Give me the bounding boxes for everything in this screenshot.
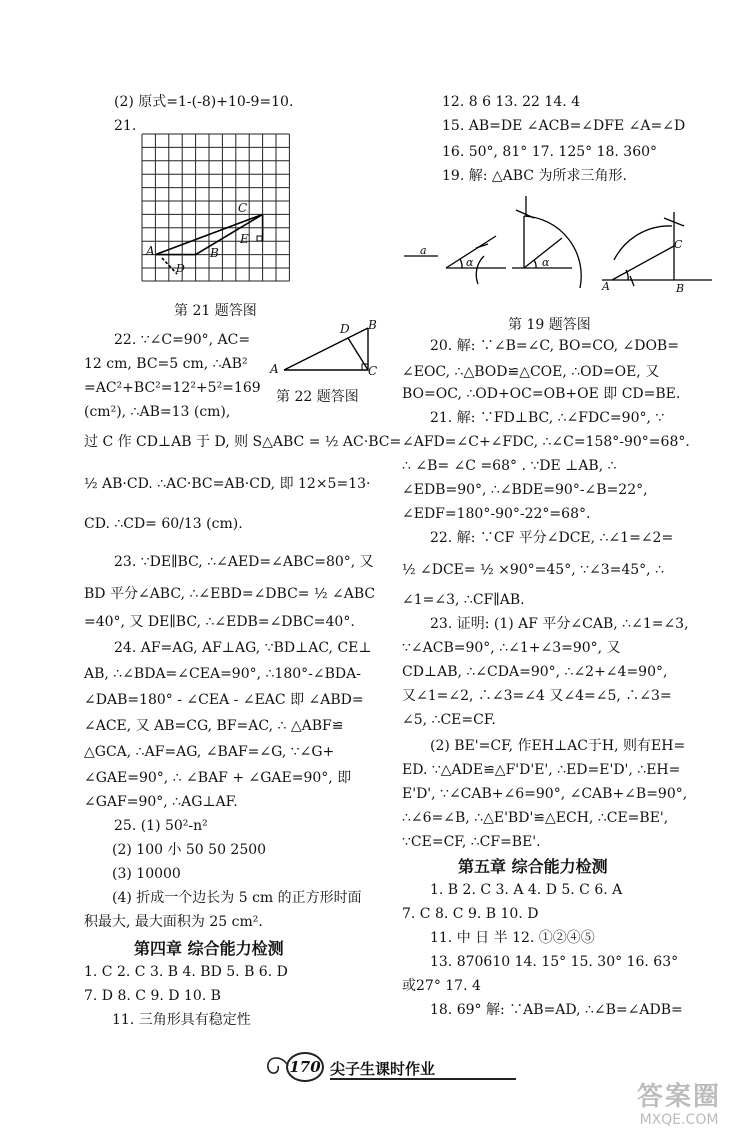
fig19-label-C: C xyxy=(674,238,683,251)
answer-line: 13. 870610 14. 15° 15. 30° 16. 63° xyxy=(430,954,679,970)
fig22-label-d: D xyxy=(340,322,350,336)
answer-line: 或27° 17. 4 xyxy=(402,978,481,994)
fig21-label-c: C xyxy=(238,201,248,215)
chapter-4-heading: 第四章 综合能力检测 xyxy=(134,939,284,958)
answer-line: 12 cm, BC=5 cm, ∴AB² xyxy=(84,356,248,372)
fig21-label-b: B xyxy=(210,246,219,260)
answer-line: =40°, 又 DE∥BC, ∴∠EDB=∠DBC=40°. xyxy=(84,614,355,630)
answer-line: 18. 69° 解: ∵AB=AD, ∴∠B=∠ADB= xyxy=(430,1002,683,1018)
answer-line: 积最大, 最大面积为 25 cm². xyxy=(84,914,263,930)
fig19-label-alpha: α xyxy=(466,256,474,269)
answer-line: ∠DAB=180° - ∠CEA - ∠EAC 即 ∠ABD= xyxy=(84,692,364,708)
answer-line: (2) 原式=1-(-8)+10-9=10. xyxy=(114,94,294,110)
answer-line: △GCA, ∴AF=AG, ∠BAF=∠G, ∵∠G+ xyxy=(84,744,335,760)
fig21-label-d: D xyxy=(176,262,185,275)
answer-line: AB, ∴∠BDA=∠CEA=90°, ∴180°-∠BDA- xyxy=(84,666,361,682)
answer-line: (3) 10000 xyxy=(112,866,181,882)
fig19-label-alpha: α xyxy=(542,256,550,269)
answer-line: BO=OC, ∴OD+OC=OB+OE 即 CD=BE. xyxy=(402,386,681,402)
fig22-label-a: A xyxy=(270,362,279,376)
figure-19-caption: 第 19 题答图 xyxy=(508,317,591,333)
answer-line: 11. 三角形具有稳定性 xyxy=(112,1012,251,1028)
chapter-5-heading: 第五章 综合能力检测 xyxy=(458,857,608,876)
watermark-url: MXQE.COM xyxy=(639,1112,719,1128)
answer-line: 1. B 2. C 3. A 4. D 5. C 6. A xyxy=(430,882,623,898)
figure-22-caption: 第 22 题答图 xyxy=(276,389,359,405)
answer-line: 12. 8 6 13. 22 14. 4 xyxy=(442,94,581,110)
answer-line: (2) 100 小 50 50 2500 xyxy=(112,842,267,858)
fig19-label-a: a xyxy=(420,244,427,257)
answer-line: ∠GAF=90°, ∴AG⊥AF. xyxy=(84,794,238,810)
answer-line: 22. 解: ∵CF 平分∠DCE, ∴∠1=∠2= xyxy=(430,530,674,546)
answer-line: ½ ∠DCE= ½ ×90°=45°, ∵∠3=45°, ∴ xyxy=(402,562,664,578)
answer-line: ∠ACE, 又 AB=CG, BF=AC, ∴ △ABF≌ xyxy=(84,718,344,734)
answer-line: 21. 解: ∵FD⊥BC, ∴∠FDC=90°, ∵ xyxy=(430,410,665,426)
answer-line: 23. ∵DE∥BC, ∴∠AED=∠ABC=80°, 又 xyxy=(114,554,374,570)
answer-line: ∠AFD=∠C+∠FDC, ∴∠C=158°-90°=68°. xyxy=(402,434,690,450)
answer-line: ∵∠ACB=90°, ∴∠1+∠3=90°, 又 xyxy=(402,640,621,656)
answer-line: 24. AF=AG, AF⊥AG, ∵BD⊥AC, CE⊥ xyxy=(114,640,372,656)
answer-line: 22. ∵∠C=90°, AC= xyxy=(114,332,251,348)
answer-line: ∴∠6=∠B, ∴△E'BD'≌△ECH, ∴CE=BE', xyxy=(402,810,669,826)
footer-divider xyxy=(330,1078,516,1080)
answer-line: (2) BE'=CF, 作EH⊥AC于H, 则有EH= xyxy=(430,738,686,754)
answer-line: 7. D 8. C 9. D 10. B xyxy=(84,988,221,1004)
answer-line: ∠GAE=90°, ∴ ∠BAF + ∠GAE=90°, 即 xyxy=(84,770,352,786)
answer-line: 又∠1=∠2, ∴∠3=∠4 又∠4=∠5, ∴∠3= xyxy=(402,688,672,704)
answer-line: 11. 中 日 半 12. ①②④⑤ xyxy=(430,930,595,946)
answer-line: E'D', ∵∠CAB+∠6=90°, ∠CAB+∠B=90°, xyxy=(402,786,688,802)
answer-line: 23. 证明: (1) AF 平分∠CAB, ∴∠1=∠3, xyxy=(430,616,689,632)
answer-line: ∴ ∠B= ∠C =68° . ∵DE ⊥AB, ∴ xyxy=(402,458,617,474)
answer-line: ∠EOC, ∴△BOD≌△COE, ∴OD=OE, 又 xyxy=(402,364,660,380)
answer-line: ED. ∵△ADE≌△F'D'E', ∴ED=E'D', ∴EH= xyxy=(402,762,681,778)
answer-line: ∠5, ∴CE=CF. xyxy=(402,712,496,728)
answer-line: ½ AB·CD. ∴AC·BC=AB·CD, 即 12×5=13· xyxy=(84,476,371,492)
answer-line: 过 C 作 CD⊥AB 于 D, 则 S△ABC = ½ AC·BC= xyxy=(84,434,402,450)
book-title: 尖子生课时作业 xyxy=(330,1060,436,1078)
figure-21-caption: 第 21 题答图 xyxy=(174,303,257,319)
answer-line: CD⊥AB, ∴∠CDA=90°, ∴∠2+∠4=90°, xyxy=(402,664,668,680)
fig22-label-c: C xyxy=(368,364,378,378)
answer-line: 21. xyxy=(114,118,137,134)
answer-line: BD 平分∠ABC, ∴∠EBD=∠DBC= ½ ∠ABC xyxy=(84,586,376,602)
answer-line: 20. 解: ∵∠B=∠C, BO=CO, ∠DOB= xyxy=(430,338,679,354)
answer-line: 19. 解: △ABC 为所求三角形. xyxy=(442,168,627,184)
answer-line: (4) 折成一个边长为 5 cm 的正方形时面 xyxy=(112,890,362,906)
answer-line: 7. C 8. C 9. B 10. D xyxy=(402,906,539,922)
fig22-label-b: B xyxy=(368,318,377,332)
answer-line: 15. AB=DE ∠ACB=∠DFE ∠A=∠D xyxy=(442,118,686,134)
answer-line: (cm²), ∴AB=13 (cm), xyxy=(84,404,231,420)
answer-line: 1. C 2. C 3. B 4. BD 5. B 6. D xyxy=(84,964,288,980)
answer-line: ∠EDF=180°-90°-22°=68°. xyxy=(402,506,591,522)
answer-line: ∠1=∠3, ∴CF∥AB. xyxy=(402,592,525,608)
watermark xyxy=(618,1082,740,1132)
page-number: 170 xyxy=(286,1052,324,1082)
answer-line: CD. ∴CD= 60/13 (cm). xyxy=(84,516,243,532)
fig21-label-e: E xyxy=(240,232,249,246)
fig19-label-B: B xyxy=(676,282,685,295)
answer-line: =AC²+BC²=12²+5²=169 xyxy=(84,380,261,396)
fig19-label-A: A xyxy=(602,280,610,293)
fig21-label-a: A xyxy=(146,244,155,258)
answer-line: 16. 50°, 81° 17. 125° 18. 360° xyxy=(442,144,658,160)
watermark-brand: 答案圈 xyxy=(636,1082,721,1112)
answer-line: ∵CE=CF, ∴CF=BE'. xyxy=(402,834,541,850)
figure-22-triangle xyxy=(282,324,374,374)
figure-19-construction xyxy=(402,196,714,310)
answer-line: ∠EDB=90°, ∴∠BDE=90°-∠B=22°, xyxy=(402,482,648,498)
answer-line: 25. (1) 50²-n² xyxy=(114,818,208,834)
